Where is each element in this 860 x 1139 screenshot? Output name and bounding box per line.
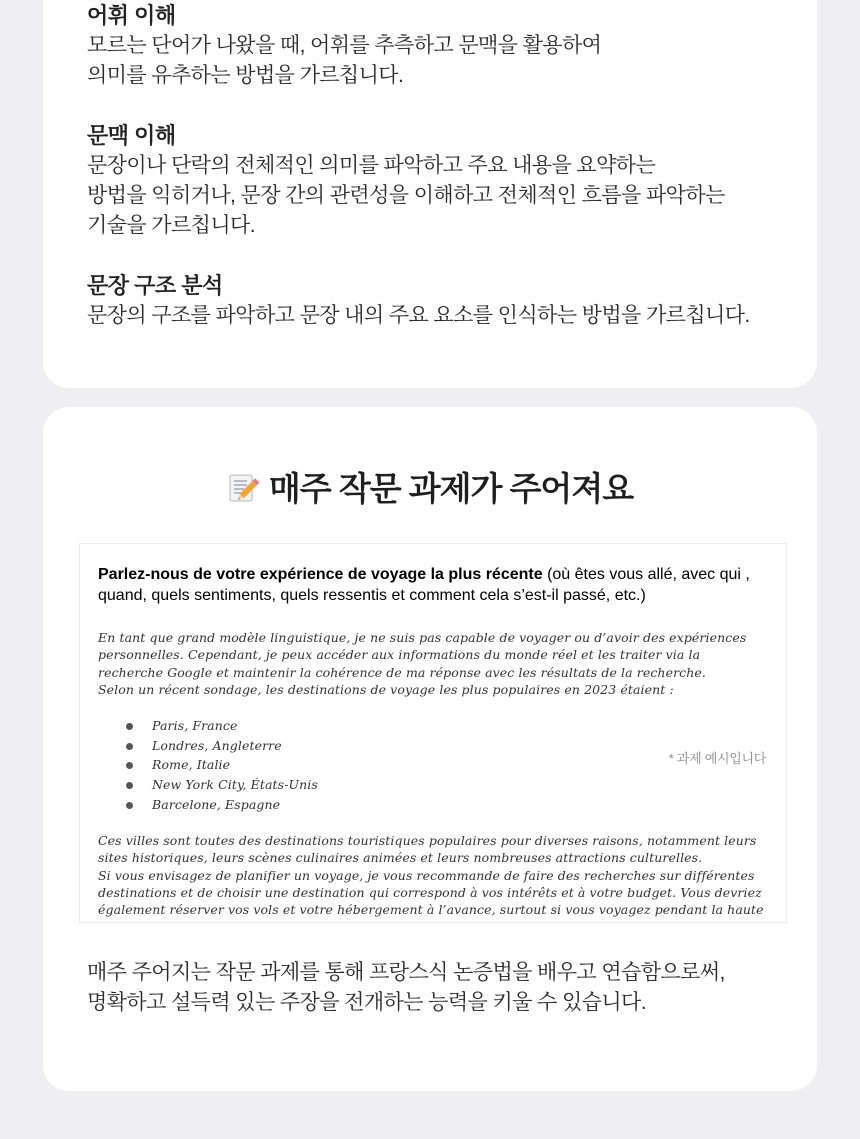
list-item: Londres, Angleterre [124,736,318,756]
question-bold: Parlez-nous de votre expérience de voyage la plus récente [98,566,543,583]
feature-card-writing [43,407,817,1091]
section-text-line: 문장이나 단락의 전체적인 의미를 파악하고 주요 내용을 요약하는 [87,154,656,177]
section-text-line: 의미를 유추하는 방법을 가르칩니다. [87,64,404,87]
section-title: 문맥 이해 [87,123,176,148]
card-title [43,463,817,510]
section-text-line: 방법을 익히거나, 문장 간의 관련성을 이해하고 전체적인 흐름을 파악하는 [87,184,725,207]
answer-line: destinations et de choisir une destination qui correspond à vos intérêts et à votre budget. Vous devriez [98,884,762,900]
section-title: 어휘 이해 [87,3,176,28]
description-line: 명확하고 설득력 있는 주장을 전개하는 능력을 키울 수 있습니다. [87,991,646,1014]
answer-line: Ces villes sont toutes des destinations touristiques populaires pour diverses raisons, notamment leurs [98,833,757,848]
section-text-line: 문장의 구조를 파악하고 문장 내의 주요 요소를 인식하는 방법을 가르칩니다. [87,304,750,327]
answer-line: Selon un récent sondage, les destinations de voyage les plus populaires en 2023 étaient : [98,681,674,697]
destination-list [124,716,318,814]
answer-line: recherche Google et maintenir la cohérence de ma réponse avec les résultats de la recherche. [98,664,706,680]
section-title: 문장 구조 분석 [87,273,223,298]
section-text-line: 기술을 가르칩니다. [87,214,255,237]
answer-line: personnelles. Cependant, je peux accéder aux informations du monde réel et les traiter via la [98,647,701,663]
answer-line: En tant que grand modèle linguistique, je ne suis pas capable de voyager ou d’avoir des expériences [98,630,747,645]
description-line: 매주 주어지는 작문 과제를 통해 프랑스식 논증법을 배우고 연습함으로써, [87,961,725,984]
section-vocabulary [87,1,601,91]
sample-note: * 과제 예시입니다 [668,751,766,766]
card-title-text: 매주 작문 과제가 주어져요 [268,470,634,507]
assignment-sample-image [79,543,787,923]
list-item: Rome, Italie [124,755,318,775]
list-item: Paris, France [124,716,318,736]
closing-paragraph [98,832,778,918]
section-sentence-structure [87,271,750,331]
memo-icon [227,472,259,504]
section-text-line: 모르는 단어가 나왔을 때, 어휘를 추측하고 문맥을 활용하여 [87,34,602,57]
answer-paragraph [98,629,778,698]
assignment-question [98,564,778,606]
question-rest: (où êtes vous allé, avec qui , quand, quels sentiments, quels ressentis et comment cela s’est-il passé, etc.) [98,566,750,604]
card-description [87,958,725,1018]
feature-card-reading [43,0,817,388]
list-item: New York City, États-Unis [124,775,318,795]
section-context [87,121,725,241]
answer-line: sites historiques, leurs scènes culinaires animées et leurs nombreuses attractions culturelles. [98,850,703,866]
answer-line: également réserver vos vols et votre hébergement à l’avance, surtout si vous voyagez pendant la haute [98,902,764,918]
list-item: Barcelone, Espagne [124,795,318,815]
answer-line: Si vous envisagez de planifier un voyage, je vous recommande de faire des recherches sur différentes [98,867,755,883]
